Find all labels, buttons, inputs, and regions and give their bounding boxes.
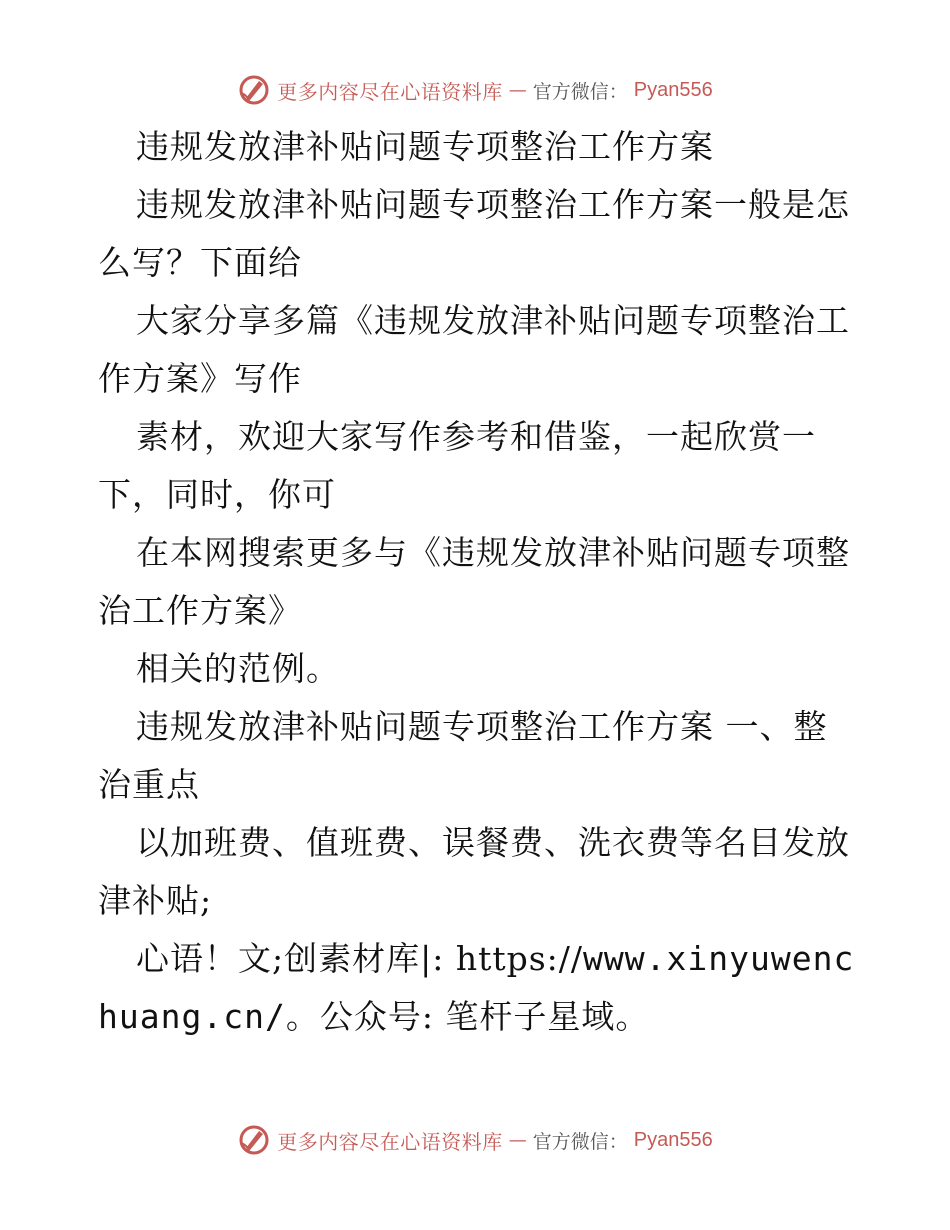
paragraph: 大家分享多篇《违规发放津补贴问题专项整治工作方案》写作: [98, 301, 850, 398]
source-line: [98, 930, 858, 1046]
document-body: [98, 118, 858, 1046]
paragraph: 以加班费、值班费、误餐费、洗衣费等名目发放津补贴;: [98, 823, 850, 920]
quill-circle-logo-icon: [237, 1123, 271, 1157]
paragraph: 在本网搜索更多与《违规发放津补贴问题专项整治工作方案》: [98, 533, 850, 630]
header-banner: [0, 72, 950, 108]
banner-wechat-label: 官方微信：: [532, 80, 628, 103]
document-title: 违规发放津补贴问题专项整治工作方案: [136, 127, 714, 166]
source-url[interactable]: www.xinyuwenchuang.cn/: [98, 939, 855, 1036]
paragraph: 违规发放津补贴问题专项整治工作方案一般是怎么写？下面给: [98, 185, 850, 282]
banner-dash: —: [508, 1129, 527, 1151]
banner-wechat-id: Pyan556: [633, 78, 713, 101]
section-heading: 违规发放津补贴问题专项整治工作方案 一、整治重点: [98, 707, 828, 804]
banner-wechat-id: Pyan556: [633, 1128, 713, 1151]
quill-circle-logo-icon: [237, 73, 271, 107]
source-prefix: 心语！文;创素材库|: https://: [136, 939, 584, 978]
banner-wechat-label: 官方微信：: [532, 1130, 628, 1153]
footer-banner: [0, 1122, 950, 1158]
paragraph: 素材，欢迎大家写作参考和借鉴，一起欣赏一下，同时，你可: [98, 417, 816, 514]
source-suffix: 。公众号: 笔杆子星域。: [285, 997, 650, 1036]
paragraph: 相关的范例。: [136, 649, 340, 688]
banner-text: 更多内容尽在心语资料库: [277, 1129, 503, 1154]
banner-text: 更多内容尽在心语资料库: [277, 79, 503, 104]
banner-dash: —: [508, 79, 527, 101]
